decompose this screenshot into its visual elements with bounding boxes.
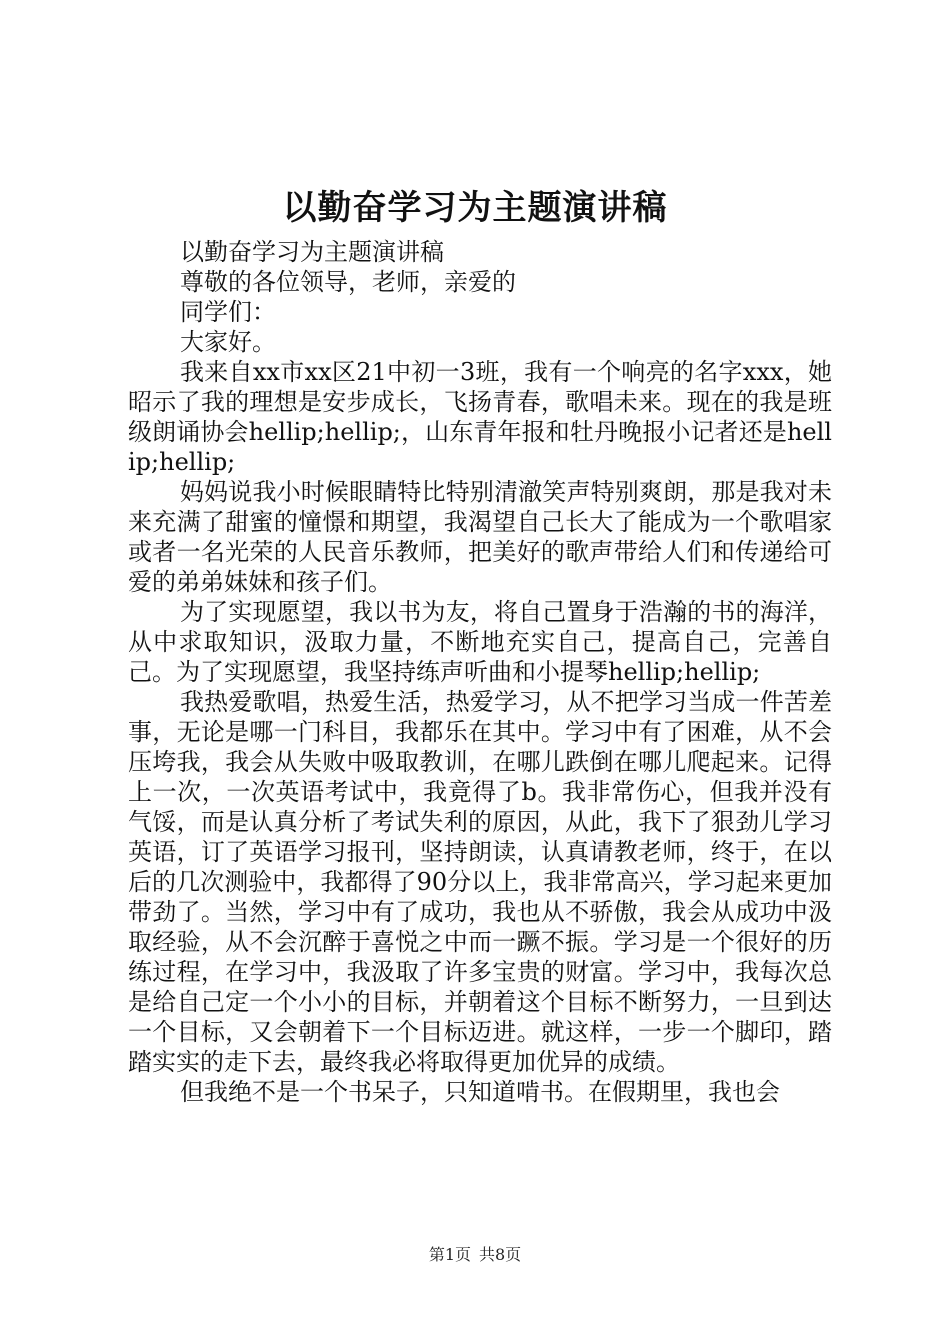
body-paragraph: 为了实现愿望，我以书为友，将自己置身于浩瀚的书的海洋，从中求取知识，汲取力量，不断地充实自己，提高自己，完善自己。为了实现愿望，我坚持练声听曲和小提琴hellip;hellip; bbox=[128, 598, 832, 686]
body-paragraph: 我来自xx市xx区21中初一3班，我有一个响亮的名字xxx，她昭示了我的理想是安步成长，飞扬青春，歌唱未来。现在的我是班级朗诵协会hellip;hellip;，山东青年报和牡丹晚报小记者还是hellip;hellip; bbox=[128, 358, 832, 476]
page-footer bbox=[0, 1245, 950, 1265]
body-paragraph: 我热爱歌唱，热爱生活，热爱学习，从不把学习当成一件苦差事，无论是哪一门科目，我都乐在其中。学习中有了困难，从不会压垮我，我会从失败中吸取教训，在哪儿跌倒在哪儿爬起来。记得上一次，一次英语考试中，我竟得了b。我非常伤心，但我并没有气馁，而是认真分析了考试失利的原因，从此，我下了狠劲儿学习英语，订了英语学习报刊，坚持朗读，认真请教老师，终于，在以后的几次测验中，我都得了90分以上，我非常高兴，学习起来更加带劲了。当然，学习中有了成功，我也从不骄傲，我会从成功中汲取经验，从不会沉醉于喜悦之中而一蹶不振。学习是一个很好的历练过程，在学习中，我汲取了许多宝贵的财富。学习中，我每次总是给自己定一个小小的目标，并朝着这个目标不断努力，一旦到达一个目标，又会朝着下一个目标迈进。就这样，一步一个脚印，踏踏实实的走下去，最终我必将取得更加优异的成绩。 bbox=[128, 688, 832, 1076]
body-paragraph: 妈妈说我小时候眼睛特比特别清澈笑声特别爽朗，那是我对未来充满了甜蜜的憧憬和期望，我渴望自己长大了能成为一个歌唱家或者一名光荣的人民音乐教师，把美好的歌声带给人们和传递给可爱的弟弟妹妹和孩子们。 bbox=[128, 478, 832, 596]
document-body bbox=[128, 237, 832, 1107]
page-total: 共8页 bbox=[479, 1245, 522, 1264]
body-paragraph: 尊敬的各位领导，老师，亲爱的 bbox=[180, 268, 516, 296]
body-paragraph: 大家好。 bbox=[180, 328, 276, 356]
body-paragraph: 同学们： bbox=[180, 298, 276, 326]
body-paragraph: 以勤奋学习为主题演讲稿 bbox=[180, 238, 444, 266]
page-number: 第1页 bbox=[428, 1245, 471, 1264]
body-paragraph: 但我绝不是一个书呆子，只知道啃书。在假期里，我也会 bbox=[180, 1078, 780, 1106]
document-title: 以勤奋学习为主题演讲稿 bbox=[282, 188, 668, 228]
